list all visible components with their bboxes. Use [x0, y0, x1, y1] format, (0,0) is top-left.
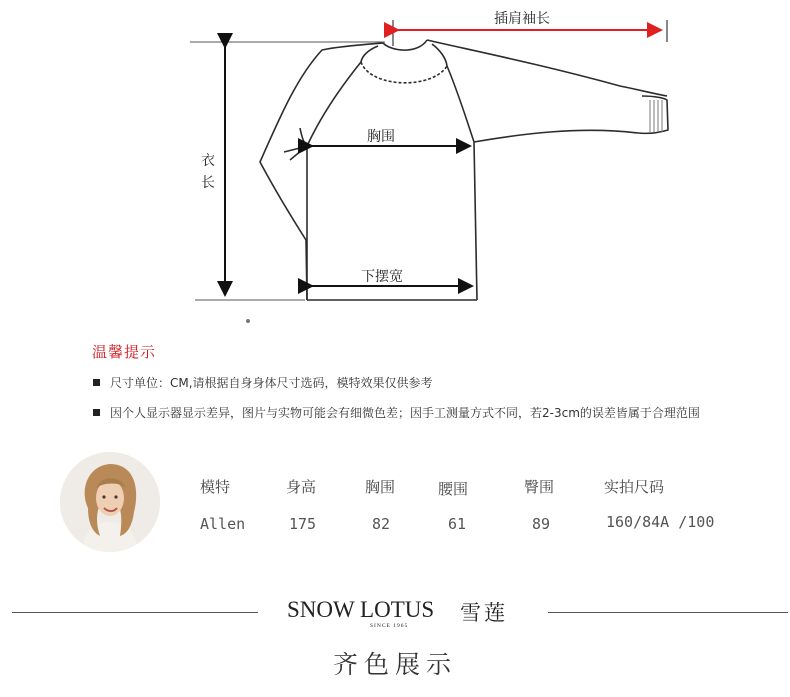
tip-text: 尺寸单位：CM,请根据自身身体尺寸选码，模特效果仅供参考 — [110, 376, 433, 390]
length-label-2: 长 — [201, 175, 215, 191]
tip-item — [93, 374, 433, 391]
model-photo-icon — [60, 452, 160, 552]
header-model: 模特 — [200, 478, 231, 496]
sweater-left-armhole — [307, 62, 361, 300]
header-size: 实拍尺码 — [604, 478, 665, 496]
header-hip: 臀围 — [524, 478, 555, 496]
stray-dot — [246, 319, 250, 323]
divider-left — [12, 612, 258, 613]
sweater-left-side — [260, 43, 383, 300]
value-model: Allen — [200, 515, 246, 533]
sweater-right-body — [474, 142, 477, 300]
model-avatar — [60, 452, 160, 552]
bullet-icon — [93, 409, 100, 416]
bullet-icon — [93, 379, 100, 386]
sweater-neck-inner — [361, 62, 447, 83]
value-waist: 61 — [448, 515, 467, 533]
brand-logo-cn: 雪莲 — [460, 601, 508, 625]
sleeve-length-label: 插肩袖长 — [494, 11, 550, 27]
tip-text: 因个人显示器显示差异，图片与实物可能会有细微色差；因手工测量方式不同，若2-3cm的误差皆属于合理范围 — [110, 406, 700, 420]
tip-item — [93, 404, 700, 421]
brand-logo: SNOW LOTUS — [287, 597, 435, 622]
brand-since: SINCE 1965 — [370, 623, 409, 629]
section-title: 齐色展示 — [332, 650, 457, 679]
length-label-1: 衣 — [201, 153, 215, 169]
divider-right — [548, 612, 788, 613]
tips-title: 温馨提示 — [92, 343, 157, 361]
chest-label: 胸围 — [367, 129, 395, 145]
sweater-right-top — [427, 40, 667, 96]
header-bust: 胸围 — [365, 478, 396, 496]
sweater-neck-rim — [361, 44, 447, 66]
sweater-outline — [260, 40, 668, 300]
header-waist: 腰围 — [438, 480, 469, 498]
value-size: 160/84A /100 — [606, 513, 715, 531]
sweater-left-cuff-mark — [284, 148, 302, 160]
value-height: 175 — [289, 515, 317, 533]
value-hip: 89 — [532, 515, 551, 533]
sweater-cuff — [638, 96, 668, 133]
header-height: 身高 — [286, 478, 317, 496]
value-bust: 82 — [372, 515, 391, 533]
sweater-right-underarm — [447, 66, 638, 142]
hem-label: 下摆宽 — [361, 269, 403, 285]
sweater-left-sleeve-seam — [300, 128, 307, 146]
sweater-neck-outer — [383, 40, 427, 50]
cuff-ribbing — [650, 100, 662, 132]
